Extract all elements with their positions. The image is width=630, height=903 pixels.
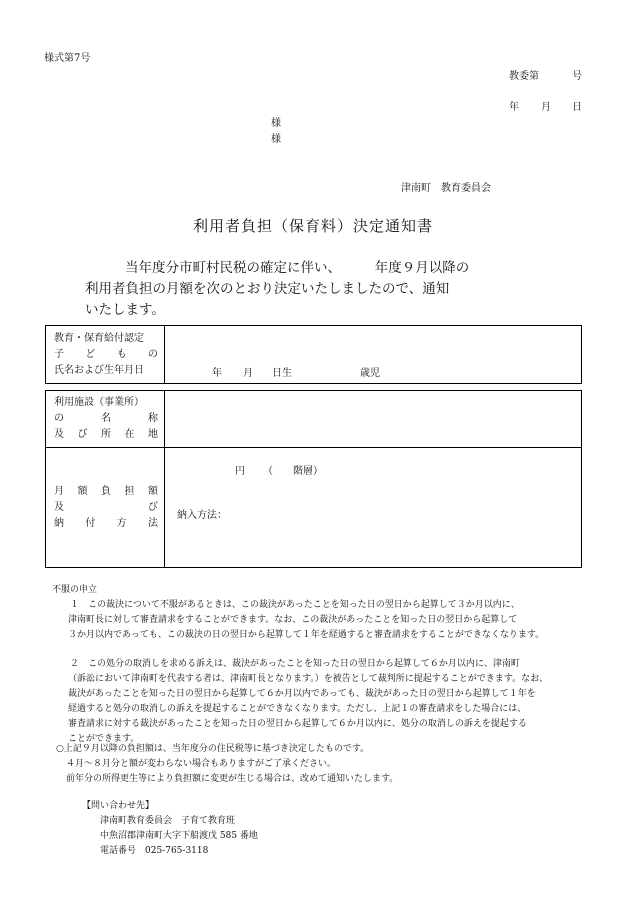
notice-line: ４月～８月分と額が変わらない場合もありますがご了承ください。	[66, 759, 337, 769]
label-char: び	[77, 429, 88, 440]
gap-cell	[46, 384, 582, 391]
label-monthly-fee	[46, 448, 165, 568]
value-monthly-fee	[165, 448, 582, 568]
label-char: 額	[148, 485, 158, 497]
notice-line: ○上記９月以降の負担額は、当年度分の住民税等に基づき決定したものです。	[56, 744, 370, 754]
yen-unit: 円	[235, 466, 245, 477]
objection-line: （訴訟において津南町を代表する者は、津南町長となります。）を被告として裁判所に提起することができます。なお、	[68, 674, 549, 684]
label-line-justified	[54, 427, 164, 443]
objection-line: ことができます。	[68, 734, 140, 744]
intro-line-1: 当年度分市町村民税の確定に伴い、 年度９月以降の	[125, 260, 470, 276]
label-char: の	[54, 413, 64, 424]
label-char: 在	[124, 429, 135, 440]
objection-item-1	[52, 598, 548, 643]
table-row-facility	[46, 391, 582, 448]
intro-paragraph	[85, 258, 469, 321]
label-line-justified	[54, 347, 164, 363]
label-line: 教育・保育給付認定	[54, 332, 144, 344]
intro-line-3: いたします。	[85, 302, 165, 318]
objection-line: １ この裁決について不服があるときは、この裁決があったことを知った日の翌日から起算して３か月以内に、	[70, 600, 520, 610]
label-char: 負	[101, 485, 111, 497]
contact-phone: 電話番号 025-765-3118	[100, 846, 209, 856]
intro-line-2: 利用者負担の月額を次のとおり決定いたしましたので、通知	[85, 281, 450, 297]
objection-item-2	[52, 657, 548, 747]
objection-line: 津南町長に対して審査請求をすることができます。なお、この裁決があったことを知った日の翌日から起算して	[68, 615, 518, 625]
label-facility	[46, 391, 165, 448]
objection-line: 裁決があったことを知った日の翌日から起算して６か月以内であっても、裁決があった日の翌日から起算して１年を	[68, 689, 536, 699]
addressee-honorific-2: 様	[271, 134, 281, 145]
label-char: 名	[101, 413, 111, 424]
objection-heading: 不服の申立	[52, 585, 98, 595]
payment-method-label: 納入方法：	[177, 510, 227, 521]
label-char: の	[147, 348, 158, 360]
contact-address: 中魚沼郡津南町大字下船渡戊 585 番地	[100, 831, 258, 841]
date-month: 月	[541, 102, 551, 113]
birth-year-unit: 年	[212, 368, 222, 379]
objection-line: 審査請求に対する裁決があったことを知った日の翌日から起算して６か月以内に、処分の取消しの訴えを提起する	[68, 719, 527, 729]
birth-day-unit: 日生	[272, 368, 292, 379]
birth-month-unit: 月	[243, 368, 253, 379]
table-row-fee	[46, 448, 582, 568]
contact-org: 津南町教育委員会 子育て教育班	[100, 816, 236, 826]
table-row-child	[46, 326, 582, 384]
doc-number-suffix: 号	[572, 71, 582, 82]
fee-notice	[56, 742, 398, 787]
doc-number-prefix: 教委第	[509, 71, 539, 82]
label-char: 法	[147, 517, 158, 529]
table-gap	[46, 384, 582, 391]
label-line: 利用施設（事業所）	[54, 397, 144, 408]
label-line-justified	[54, 516, 164, 532]
label-line-justified	[54, 500, 164, 516]
contact-heading: 【問い合わせ先】	[82, 801, 155, 811]
label-char: 方	[116, 517, 127, 529]
label-char: 所	[101, 429, 111, 440]
label-char: も	[116, 348, 127, 360]
value-facility	[165, 391, 582, 448]
label-line-justified	[54, 411, 164, 427]
spacer	[52, 643, 548, 657]
value-child-name-birth	[165, 326, 582, 384]
objection-line: ２ この処分の取消しを求める訴えは、裁決があったことを知った日の翌日から起算して６か月以内に、津南町	[70, 659, 520, 669]
label-char: び	[148, 501, 158, 513]
objection-line: 経過すると処分の取消しの訴えを提起することができなくなります。ただし、上記１の審査請求をした場合には、	[68, 704, 527, 714]
label-char: 担	[124, 485, 135, 497]
label-line-justified	[54, 484, 164, 500]
label-char: 月	[54, 485, 64, 497]
age-unit: 歳児	[360, 368, 380, 379]
label-char: ど	[85, 348, 96, 360]
label-char: 納	[54, 517, 64, 529]
objection-line: ３か月以内であっても、この裁決の日の翌日から起算して１年を経過すると審査請求をすることができなくなります。	[68, 630, 545, 640]
label-char: 及	[54, 429, 64, 440]
page-title: 利用者負担（保育料）決定通知書	[193, 217, 434, 235]
form-number: 様式第7号	[44, 53, 91, 64]
notice-line: 前年分の所得更生等により負担額に変更が生じる場合は、改めて通知いたします。	[66, 774, 399, 784]
label-char: 地	[148, 429, 158, 440]
tier-label: （ 階層）	[263, 466, 323, 477]
addressee-honorific-1: 様	[271, 118, 281, 129]
issuer: 津南町 教育委員会	[401, 183, 491, 194]
label-char: 子	[54, 348, 64, 360]
objection-section	[52, 583, 548, 747]
label-line: 氏名および生年月日	[54, 364, 144, 376]
label-char: 付	[85, 517, 96, 529]
contact-section	[82, 799, 258, 859]
decision-table	[45, 325, 582, 568]
label-char: 称	[148, 413, 158, 424]
label-child-name-birth	[46, 326, 165, 384]
label-char: 額	[77, 485, 88, 497]
date-year: 年	[509, 102, 519, 113]
date-day: 日	[572, 102, 582, 113]
label-char: 及	[54, 501, 64, 513]
